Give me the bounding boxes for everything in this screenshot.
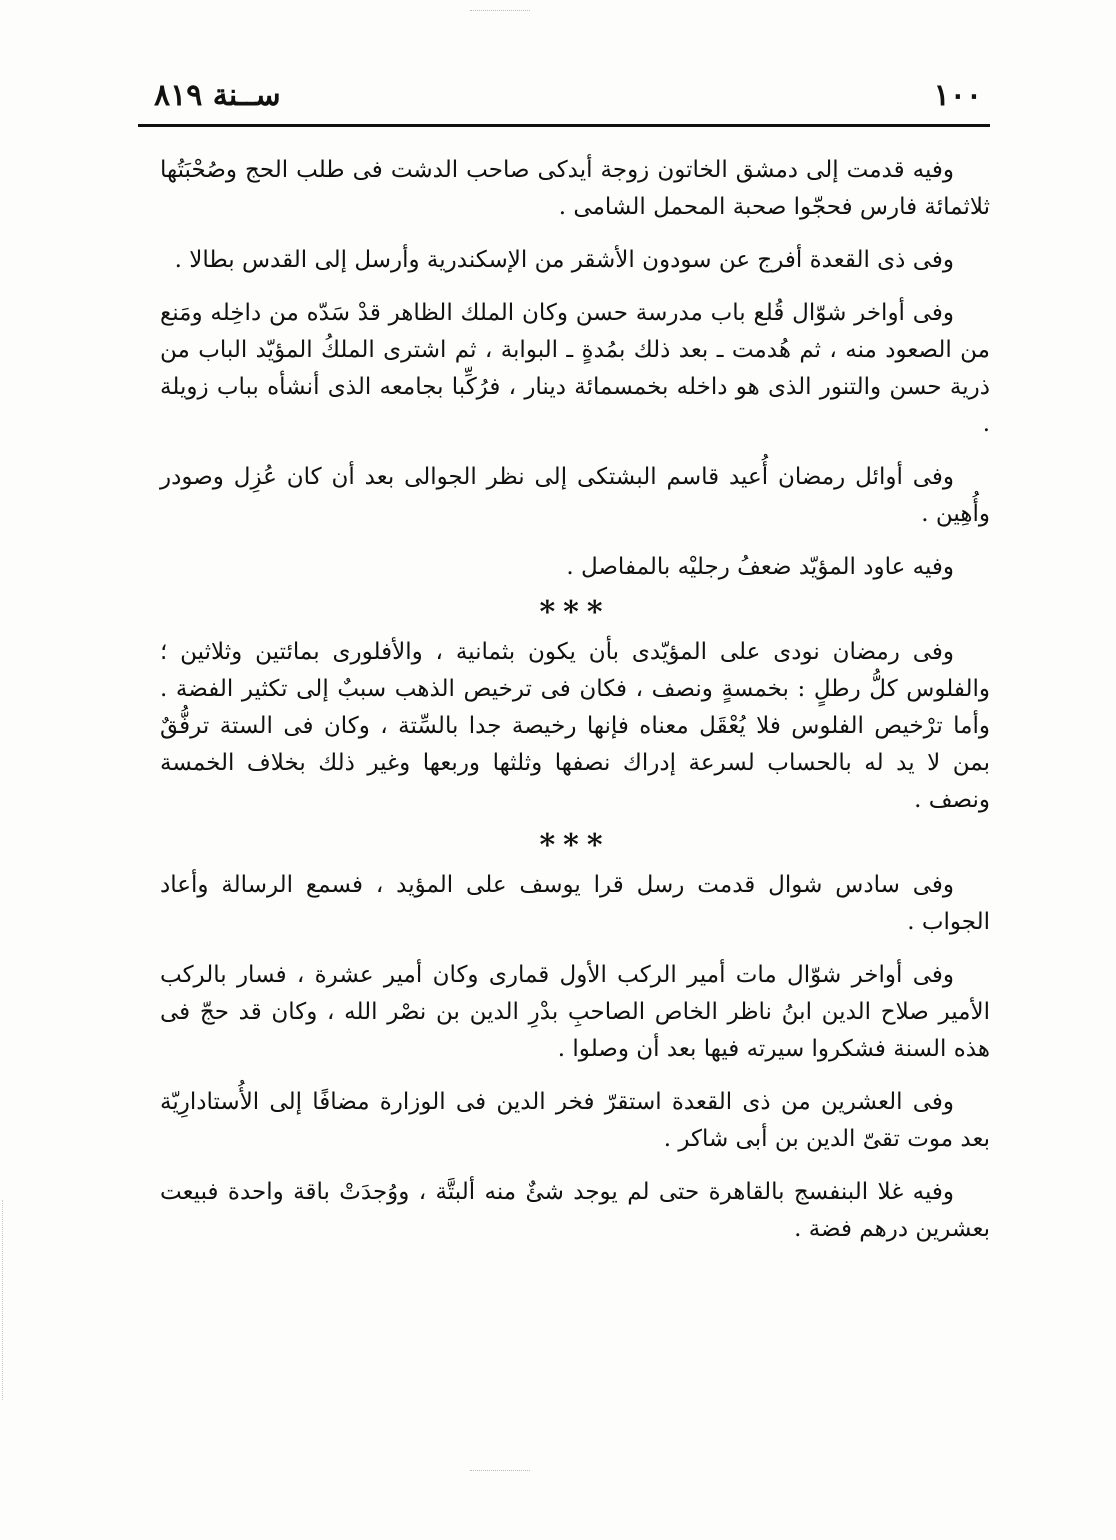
main-text <box>160 152 990 1264</box>
scan-edge-dots <box>2 1200 6 1400</box>
paragraph: وفى أواخر شوّال مات أمير الركب الأول قمارى وكان أمير عشرة ، فسار بالركب الأمير صلاح الدين ابنُ ناظر الخاص الصاحبِ بدْرِ الدين بن نصْر الله ، وكان قد حجّ فى هذه السنة فشكروا سيرته فيها بعد أن وصلوا . <box>160 962 990 1062</box>
paragraph: وفى رمضان نودى على المؤيّدى بأن يكون بثمانية ، والأفلورى بمائتين وثلاثين ؛ والفلوس كلُّ رطلٍ : بخمسةٍ ونصف ، فكان فى ترخيص الذهب سببٌ إلى تكثير الفضة . وأما ترْخيص الفلوس فلا يُعْقَل معناه فإنها رخيصة جدا بالسِّتة ، وكان فى الستة ترفُّقٌ بمن لا يد له بالحساب لسرعة إدراك نصفها وثلثها وربعها وغير ذلك بخلاف الخمسة ونصف . <box>160 639 990 813</box>
paragraph: وفى العشرين من ذى القعدة استقرّ فخر الدين فى الوزارة مضافًا إلى الأُستادارِيّة بعد موت تقىّ الدين بن أبى شاكر . <box>160 1089 990 1152</box>
section-separator: *** <box>539 595 611 630</box>
paragraph: وفى سادس شوال قدمت رسل قرا يوسف على المؤيد ، فسمع الرسالة وأعاد الجواب . <box>160 872 990 935</box>
scan-dots-bottom <box>470 1470 530 1481</box>
paragraph: وفيه غلا البنفسج بالقاهرة حتى لم يوجد شئٌ منه ألبتَّة ، ووُجدَتْ باقة واحدة فبيعت بعشرين درهم فضة . <box>160 1179 990 1242</box>
section-separator: *** <box>539 828 611 863</box>
page-number: ١٠٠ <box>933 78 982 113</box>
page-header <box>140 78 990 118</box>
paragraph: وفى أوائل رمضان أُعيد قاسم البشتكى إلى نظر الجوالى بعد أن كان عُزِل وصودر وأُهِين . <box>160 464 990 527</box>
paragraph: وفيه قدمت إلى دمشق الخاتون زوجة أيدكى صاحب الدشت فى طلب الحج وصُحْبَتُها ثلاثمائة فارس فحجّوا صحبة المحمل الشامى . <box>160 157 990 220</box>
paragraph: وفيه عاود المؤيّد ضعفُ رجليْه بالمفاصل . <box>566 554 954 580</box>
paragraph: وفى ذى القعدة أفرج عن سودون الأشقر من الإسكندرية وأرسل إلى القدس بطالا . <box>174 247 954 273</box>
running-head-year: ســنة ٨١٩ <box>154 78 281 113</box>
header-rule <box>138 124 990 127</box>
scan-dots-top <box>470 10 530 21</box>
paragraph: وفى أواخر شوّال قُلع باب مدرسة حسن وكان الملك الظاهر قدْ سَدّه من داخِله ومَنع من الصعود منه ، ثم هُدمت ـ بعد ذلك بمُدةٍ ـ البوابة ، ثم اشترى الملكُ المؤيّد الباب من ذرية حسن والتنور الذى هو داخله بخمسمائة دينار ، فرُكِّبا بجامعه الذى أنشأه بباب زويلة . <box>160 300 990 437</box>
